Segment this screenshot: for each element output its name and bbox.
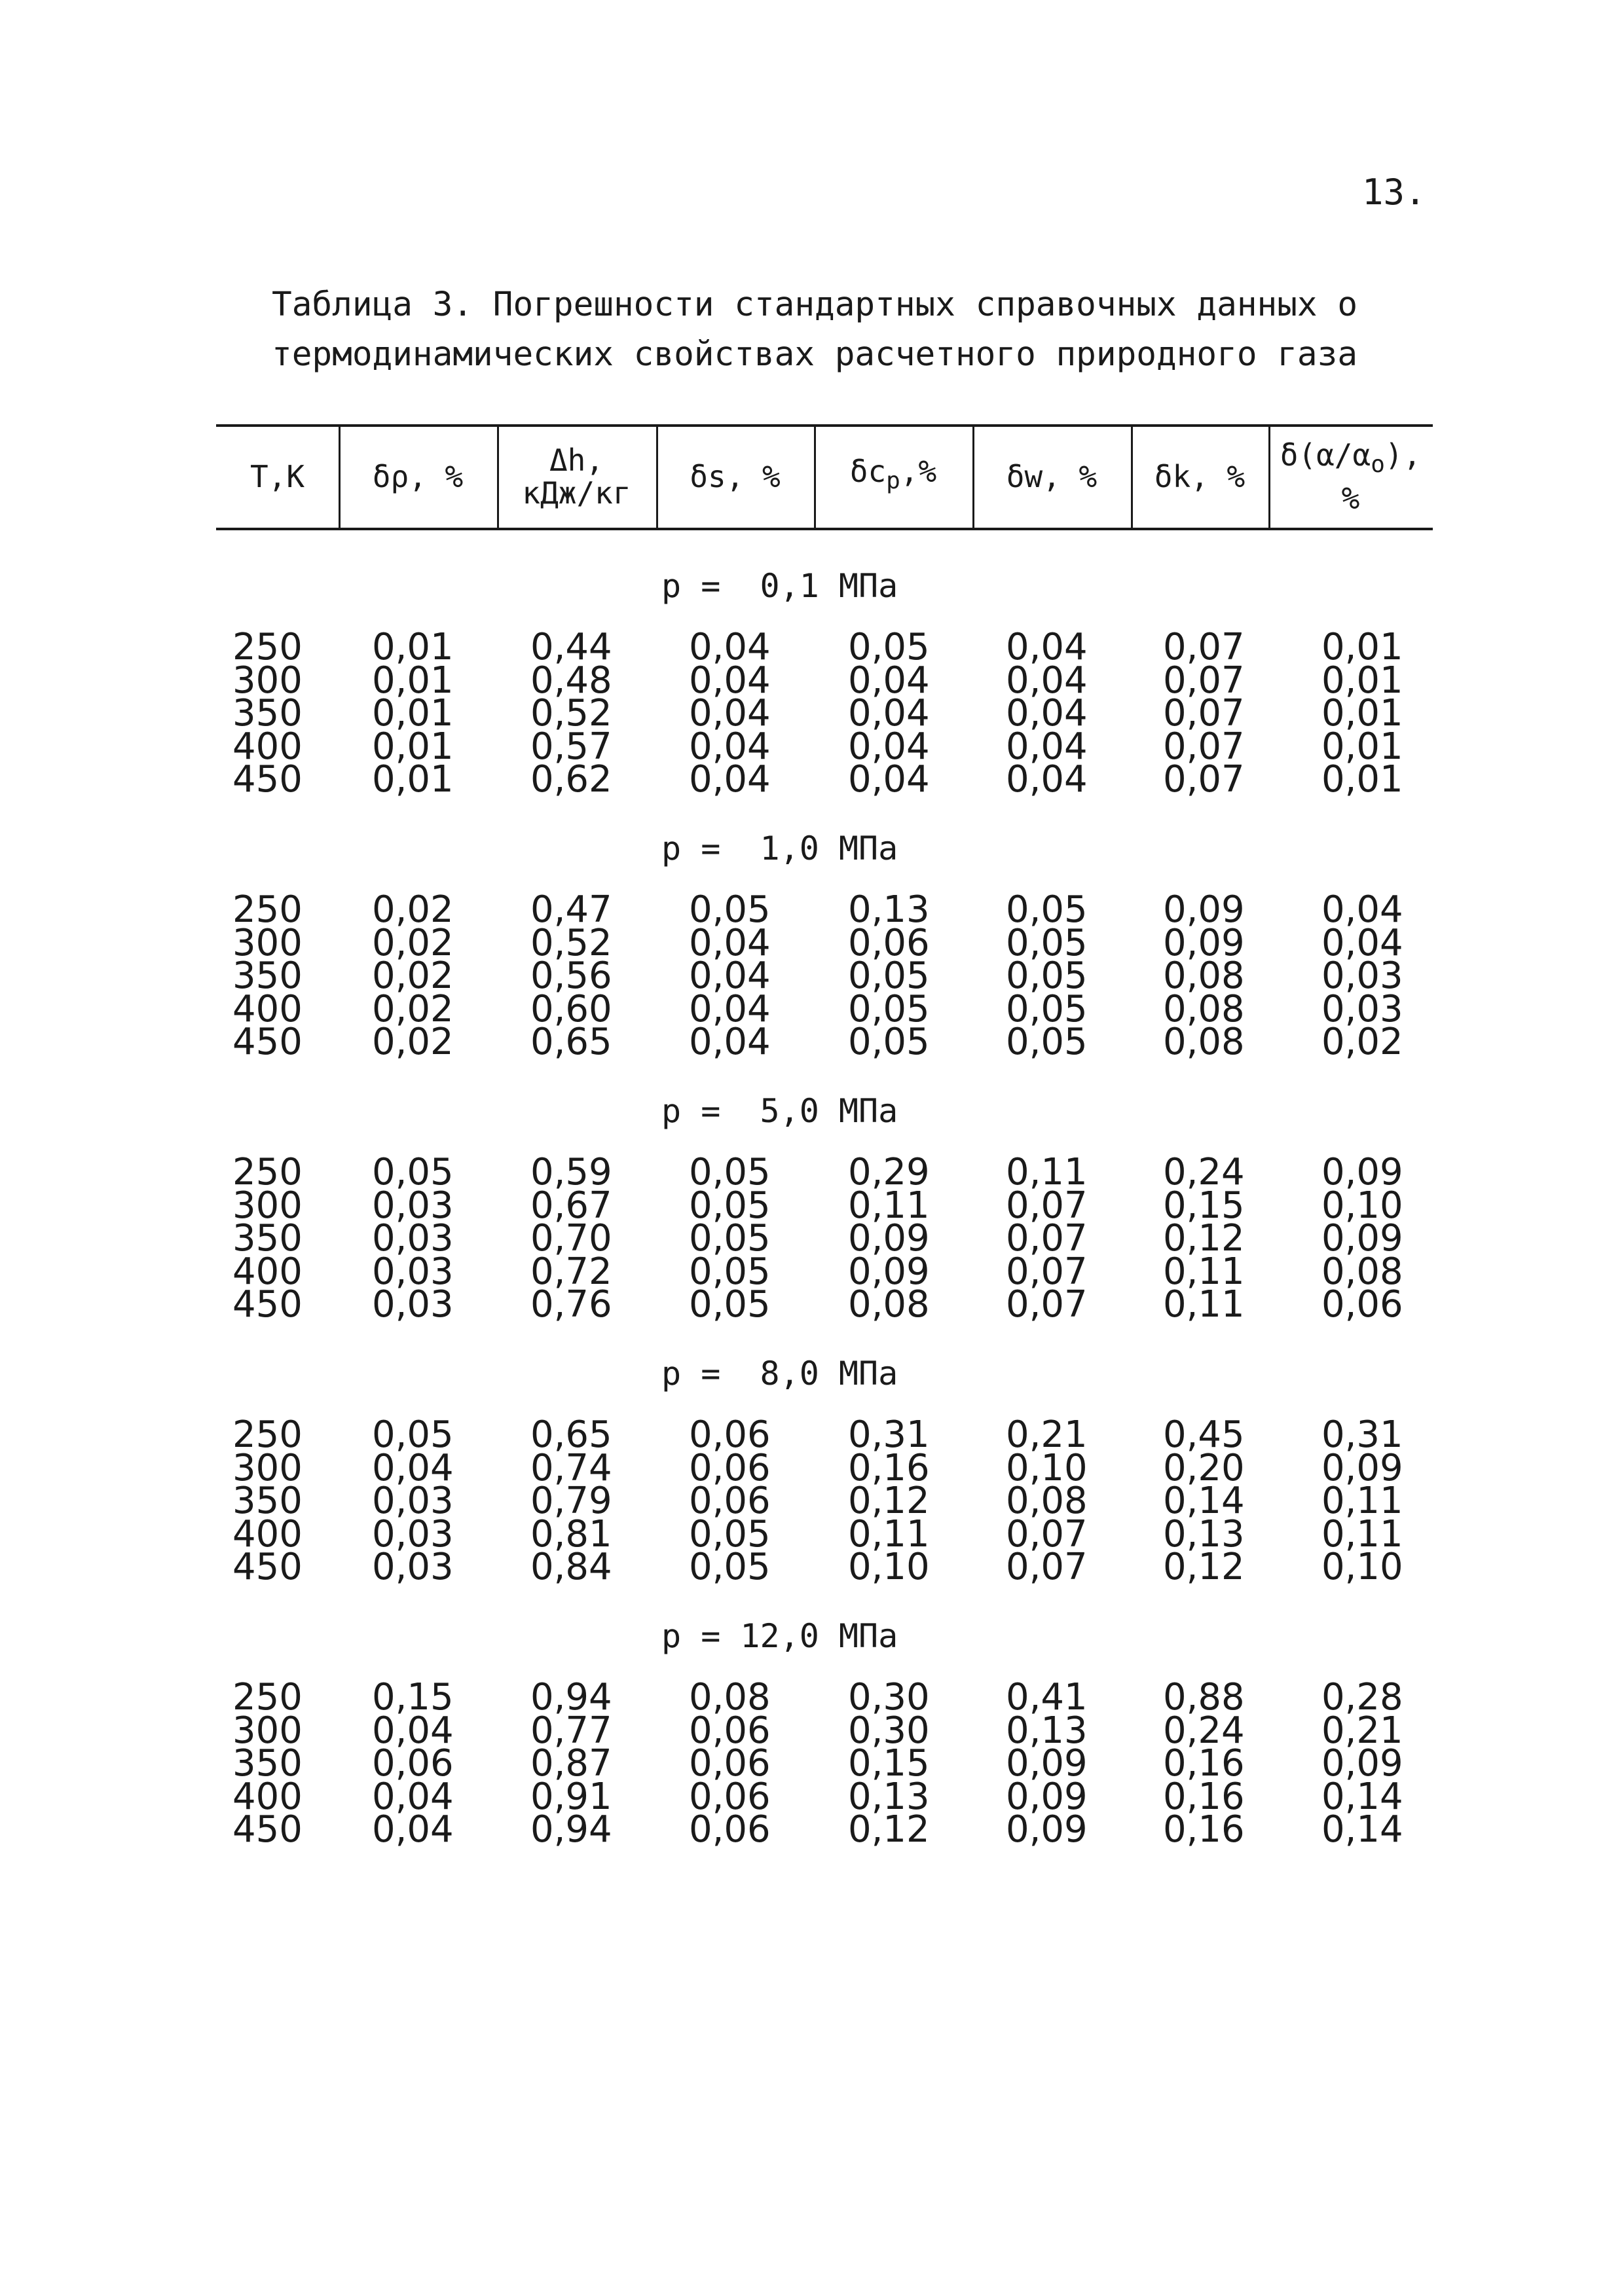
cell-heat-capacity-error: 0,08	[848, 1283, 930, 1326]
cell-alpha-ratio-error: 0,01	[1321, 626, 1403, 668]
cell-enthalpy-error: 0,52	[530, 692, 612, 735]
cell-isentropic-exponent-error: 0,12	[1163, 1546, 1245, 1588]
cell-temperature: 300	[232, 921, 303, 964]
cell-heat-capacity-error: 0,11	[848, 1512, 930, 1556]
cell-isentropic-exponent-error: 0,09	[1163, 921, 1245, 964]
cell-sound-speed-error: 0,21	[1006, 1413, 1088, 1456]
cell-isentropic-exponent-error: 0,09	[1163, 888, 1245, 931]
cell-enthalpy-error: 0,79	[530, 1480, 612, 1522]
cell-temperature: 250	[232, 1676, 303, 1719]
cell-sound-speed-error: 0,05	[1006, 955, 1088, 997]
cell-isentropic-exponent-error: 0,16	[1163, 1775, 1245, 1818]
cell-entropy-error: 0,06	[689, 1709, 771, 1752]
cell-sound-speed-error: 0,10	[1006, 1446, 1088, 1489]
cell-density-error: 0,03	[372, 1546, 454, 1588]
cell-isentropic-exponent-error: 0,14	[1163, 1480, 1245, 1522]
cell-sound-speed-error: 0,04	[1006, 692, 1088, 735]
cell-entropy-error: 0,04	[689, 921, 771, 964]
cell-isentropic-exponent-error: 0,24	[1163, 1151, 1245, 1194]
header-heat-capacity-error: $\delta c_p,\%$	[849, 454, 937, 495]
cell-isentropic-exponent-error: 0,16	[1163, 1808, 1245, 1851]
cell-alpha-ratio-error: 0,14	[1321, 1808, 1403, 1851]
cell-density-error: 0,15	[372, 1676, 454, 1719]
cell-heat-capacity-error: 0,15	[848, 1742, 930, 1785]
cell-temperature: 450	[232, 1808, 303, 1851]
cell-temperature: 250	[232, 1151, 303, 1194]
cell-temperature: 400	[232, 1250, 303, 1293]
cell-temperature: 350	[232, 1217, 303, 1260]
cell-heat-capacity-error: 0,06	[848, 921, 930, 964]
cell-alpha-ratio-error: 0,10	[1321, 1184, 1403, 1227]
cell-density-error: 0,04	[372, 1808, 454, 1851]
cell-sound-speed-error: 0,05	[1006, 1021, 1088, 1063]
cell-temperature: 450	[232, 1283, 303, 1326]
cell-entropy-error: 0,04	[689, 955, 771, 997]
cell-temperature: 350	[232, 1742, 303, 1785]
cell-density-error: 0,01	[372, 725, 454, 768]
cell-temperature: 350	[232, 955, 303, 997]
cell-entropy-error: 0,06	[689, 1742, 771, 1785]
cell-isentropic-exponent-error: 0,13	[1163, 1512, 1245, 1556]
cell-entropy-error: 0,05	[689, 1283, 771, 1326]
cell-density-error: 0,04	[372, 1709, 454, 1752]
data-table	[216, 424, 1433, 1865]
cell-isentropic-exponent-error: 0,07	[1163, 725, 1245, 768]
pressure-section-label: p = 0,1 МПа	[661, 567, 898, 605]
cell-sound-speed-error: 0,07	[1006, 1546, 1088, 1588]
cell-heat-capacity-error: 0,09	[848, 1250, 930, 1293]
cell-isentropic-exponent-error: 0,11	[1163, 1250, 1245, 1293]
cell-entropy-error: 0,05	[689, 1546, 771, 1588]
header-density-error: δρ, %	[372, 459, 464, 494]
cell-heat-capacity-error: 0,12	[848, 1808, 930, 1851]
cell-temperature: 250	[232, 1413, 303, 1456]
cell-density-error: 0,05	[372, 1151, 454, 1194]
cell-heat-capacity-error: 0,10	[848, 1546, 930, 1588]
cell-sound-speed-error: 0,07	[1006, 1512, 1088, 1556]
cell-alpha-ratio-error: 0,03	[1321, 955, 1403, 997]
cell-enthalpy-error: 0,81	[530, 1512, 612, 1556]
cell-sound-speed-error: 0,05	[1006, 921, 1088, 964]
cell-temperature: 450	[232, 1546, 303, 1588]
header-alpha-ratio-error: $\delta(\alpha/\alpha_o)$, %	[1280, 437, 1422, 516]
cell-alpha-ratio-error: 0,01	[1321, 659, 1403, 702]
cell-heat-capacity-error: 0,05	[848, 987, 930, 1030]
cell-isentropic-exponent-error: 0,07	[1163, 626, 1245, 668]
cell-alpha-ratio-error: 0,01	[1321, 725, 1403, 768]
cell-heat-capacity-error: 0,04	[848, 725, 930, 768]
cell-alpha-ratio-error: 0,04	[1321, 888, 1403, 931]
cell-sound-speed-error: 0,07	[1006, 1250, 1088, 1293]
cell-entropy-error: 0,04	[689, 987, 771, 1030]
cell-density-error: 0,04	[372, 1446, 454, 1489]
cell-entropy-error: 0,05	[689, 1151, 771, 1194]
cell-entropy-error: 0,05	[689, 1512, 771, 1556]
cell-alpha-ratio-error: 0,10	[1321, 1546, 1403, 1588]
cell-entropy-error: 0,06	[689, 1808, 771, 1851]
cell-temperature: 400	[232, 987, 303, 1030]
pressure-section-label: p = 8,0 МПа	[661, 1355, 898, 1393]
pressure-section-label: p = 12,0 МПа	[661, 1617, 898, 1655]
cell-alpha-ratio-error: 0,09	[1321, 1151, 1403, 1194]
cell-density-error: 0,03	[372, 1184, 454, 1227]
cell-heat-capacity-error: 0,05	[848, 626, 930, 668]
cell-isentropic-exponent-error: 0,15	[1163, 1184, 1245, 1227]
cell-heat-capacity-error: 0,29	[848, 1151, 930, 1194]
cell-density-error: 0,01	[372, 692, 454, 735]
cell-density-error: 0,03	[372, 1512, 454, 1556]
header-temperature: Т,К	[249, 459, 305, 494]
cell-entropy-error: 0,04	[689, 692, 771, 735]
cell-enthalpy-error: 0,84	[530, 1546, 612, 1588]
cell-entropy-error: 0,05	[689, 1184, 771, 1227]
cell-entropy-error: 0,04	[689, 626, 771, 668]
cell-isentropic-exponent-error: 0,24	[1163, 1709, 1245, 1752]
cell-density-error: 0,02	[372, 888, 454, 931]
page-number: 13.	[1362, 172, 1426, 213]
cell-isentropic-exponent-error: 0,16	[1163, 1742, 1245, 1785]
cell-sound-speed-error: 0,04	[1006, 725, 1088, 768]
cell-enthalpy-error: 0,70	[530, 1217, 612, 1260]
cell-density-error: 0,03	[372, 1480, 454, 1522]
cell-heat-capacity-error: 0,09	[848, 1217, 930, 1260]
cell-entropy-error: 0,06	[689, 1446, 771, 1489]
cell-isentropic-exponent-error: 0,07	[1163, 659, 1245, 702]
cell-heat-capacity-error: 0,13	[848, 888, 930, 931]
cell-density-error: 0,02	[372, 987, 454, 1030]
cell-density-error: 0,03	[372, 1217, 454, 1260]
cell-enthalpy-error: 0,67	[530, 1184, 612, 1227]
cell-isentropic-exponent-error: 0,11	[1163, 1283, 1245, 1326]
cell-sound-speed-error: 0,05	[1006, 987, 1088, 1030]
cell-enthalpy-error: 0,91	[530, 1775, 612, 1818]
cell-isentropic-exponent-error: 0,45	[1163, 1413, 1245, 1456]
cell-isentropic-exponent-error: 0,07	[1163, 758, 1245, 801]
cell-enthalpy-error: 0,59	[530, 1151, 612, 1194]
cell-enthalpy-error: 0,52	[530, 921, 612, 964]
cell-isentropic-exponent-error: 0,88	[1163, 1676, 1245, 1719]
cell-alpha-ratio-error: 0,11	[1321, 1512, 1403, 1556]
cell-sound-speed-error: 0,07	[1006, 1184, 1088, 1227]
cell-heat-capacity-error: 0,05	[848, 955, 930, 997]
cell-sound-speed-error: 0,09	[1006, 1742, 1088, 1785]
cell-temperature: 350	[232, 1480, 303, 1522]
cell-sound-speed-error: 0,41	[1006, 1676, 1088, 1719]
header-sound-speed-error: δw, %	[1006, 459, 1098, 494]
cell-temperature: 300	[232, 659, 303, 702]
header-enthalpy-error: Δh, кДж/кг	[522, 443, 631, 511]
cell-enthalpy-error: 0,60	[530, 987, 612, 1030]
cell-entropy-error: 0,06	[689, 1413, 771, 1456]
cell-entropy-error: 0,05	[689, 888, 771, 931]
cell-alpha-ratio-error: 0,14	[1321, 1775, 1403, 1818]
cell-alpha-ratio-error: 0,21	[1321, 1709, 1403, 1752]
cell-heat-capacity-error: 0,04	[848, 758, 930, 801]
cell-heat-capacity-error: 0,13	[848, 1775, 930, 1818]
cell-alpha-ratio-error: 0,04	[1321, 921, 1403, 964]
cell-sound-speed-error: 0,04	[1006, 626, 1088, 668]
cell-alpha-ratio-error: 0,06	[1321, 1283, 1403, 1326]
cell-sound-speed-error: 0,07	[1006, 1217, 1088, 1260]
cell-sound-speed-error: 0,04	[1006, 659, 1088, 702]
cell-density-error: 0,03	[372, 1283, 454, 1326]
header-entropy-error: δs, %	[690, 459, 781, 494]
cell-entropy-error: 0,05	[689, 1250, 771, 1293]
cell-heat-capacity-error: 0,04	[848, 692, 930, 735]
cell-heat-capacity-error: 0,30	[848, 1676, 930, 1719]
cell-temperature: 400	[232, 1512, 303, 1556]
cell-density-error: 0,05	[372, 1413, 454, 1456]
cell-alpha-ratio-error: 0,08	[1321, 1250, 1403, 1293]
cell-temperature: 400	[232, 725, 303, 768]
cell-alpha-ratio-error: 0,28	[1321, 1676, 1403, 1719]
cell-sound-speed-error: 0,07	[1006, 1283, 1088, 1326]
cell-temperature: 250	[232, 626, 303, 668]
cell-isentropic-exponent-error: 0,08	[1163, 1021, 1245, 1063]
cell-isentropic-exponent-error: 0,08	[1163, 987, 1245, 1030]
cell-density-error: 0,03	[372, 1250, 454, 1293]
cell-sound-speed-error: 0,08	[1006, 1480, 1088, 1522]
cell-entropy-error: 0,04	[689, 758, 771, 801]
cell-enthalpy-error: 0,47	[530, 888, 612, 931]
cell-enthalpy-error: 0,77	[530, 1709, 612, 1752]
cell-sound-speed-error: 0,09	[1006, 1808, 1088, 1851]
cell-alpha-ratio-error: 0,09	[1321, 1217, 1403, 1260]
pressure-section-label: p = 5,0 МПа	[661, 1092, 898, 1130]
cell-isentropic-exponent-error: 0,20	[1163, 1446, 1245, 1489]
cell-density-error: 0,02	[372, 1021, 454, 1063]
cell-temperature: 300	[232, 1184, 303, 1227]
cell-entropy-error: 0,05	[689, 1217, 771, 1260]
cell-sound-speed-error: 0,05	[1006, 888, 1088, 931]
cell-enthalpy-error: 0,76	[530, 1283, 612, 1326]
cell-alpha-ratio-error: 0,03	[1321, 987, 1403, 1030]
cell-density-error: 0,01	[372, 758, 454, 801]
cell-heat-capacity-error: 0,31	[848, 1413, 930, 1456]
cell-sound-speed-error: 0,04	[1006, 758, 1088, 801]
cell-temperature: 300	[232, 1709, 303, 1752]
cell-isentropic-exponent-error: 0,12	[1163, 1217, 1245, 1260]
cell-heat-capacity-error: 0,05	[848, 1021, 930, 1063]
cell-temperature: 450	[232, 1021, 303, 1063]
caption-line-1: Таблица 3. Погрешности стандартных справочных данных о	[272, 285, 1358, 324]
cell-sound-speed-error: 0,09	[1006, 1775, 1088, 1818]
cell-enthalpy-error: 0,74	[530, 1446, 612, 1489]
cell-entropy-error: 0,08	[689, 1676, 771, 1719]
cell-enthalpy-error: 0,94	[530, 1808, 612, 1851]
header-isentropic-exponent-error: δk, %	[1154, 459, 1246, 494]
caption-line-2: термодинамических свойствах расчетного природного газа	[272, 335, 1358, 374]
cell-isentropic-exponent-error: 0,07	[1163, 692, 1245, 735]
cell-enthalpy-error: 0,65	[530, 1413, 612, 1456]
cell-heat-capacity-error: 0,11	[848, 1184, 930, 1227]
cell-alpha-ratio-error: 0,09	[1321, 1742, 1403, 1785]
cell-entropy-error: 0,04	[689, 725, 771, 768]
cell-enthalpy-error: 0,62	[530, 758, 612, 801]
cell-isentropic-exponent-error: 0,08	[1163, 955, 1245, 997]
table-caption	[272, 280, 1357, 380]
cell-entropy-error: 0,04	[689, 659, 771, 702]
cell-alpha-ratio-error: 0,02	[1321, 1021, 1403, 1063]
cell-density-error: 0,04	[372, 1775, 454, 1818]
cell-alpha-ratio-error: 0,01	[1321, 758, 1403, 801]
cell-alpha-ratio-error: 0,09	[1321, 1446, 1403, 1489]
cell-temperature: 250	[232, 888, 303, 931]
cell-alpha-ratio-error: 0,01	[1321, 692, 1403, 735]
cell-entropy-error: 0,06	[689, 1775, 771, 1818]
cell-enthalpy-error: 0,65	[530, 1021, 612, 1063]
cell-temperature: 450	[232, 758, 303, 801]
cell-alpha-ratio-error: 0,31	[1321, 1413, 1403, 1456]
cell-density-error: 0,01	[372, 659, 454, 702]
cell-enthalpy-error: 0,94	[530, 1676, 612, 1719]
cell-entropy-error: 0,04	[689, 1021, 771, 1063]
pressure-section-label: p = 1,0 МПа	[661, 829, 898, 867]
cell-enthalpy-error: 0,87	[530, 1742, 612, 1785]
cell-enthalpy-error: 0,57	[530, 725, 612, 768]
cell-sound-speed-error: 0,13	[1006, 1709, 1088, 1752]
cell-density-error: 0,01	[372, 626, 454, 668]
cell-density-error: 0,02	[372, 921, 454, 964]
cell-enthalpy-error: 0,56	[530, 955, 612, 997]
cell-heat-capacity-error: 0,30	[848, 1709, 930, 1752]
cell-heat-capacity-error: 0,16	[848, 1446, 930, 1489]
cell-temperature: 300	[232, 1446, 303, 1489]
cell-enthalpy-error: 0,48	[530, 659, 612, 702]
cell-temperature: 400	[232, 1775, 303, 1818]
cell-density-error: 0,02	[372, 955, 454, 997]
cell-enthalpy-error: 0,72	[530, 1250, 612, 1293]
cell-enthalpy-error: 0,44	[530, 626, 612, 668]
cell-sound-speed-error: 0,11	[1006, 1151, 1088, 1194]
cell-heat-capacity-error: 0,12	[848, 1480, 930, 1522]
cell-alpha-ratio-error: 0,11	[1321, 1480, 1403, 1522]
cell-temperature: 350	[232, 692, 303, 735]
cell-heat-capacity-error: 0,04	[848, 659, 930, 702]
cell-density-error: 0,06	[372, 1742, 454, 1785]
cell-entropy-error: 0,06	[689, 1480, 771, 1522]
